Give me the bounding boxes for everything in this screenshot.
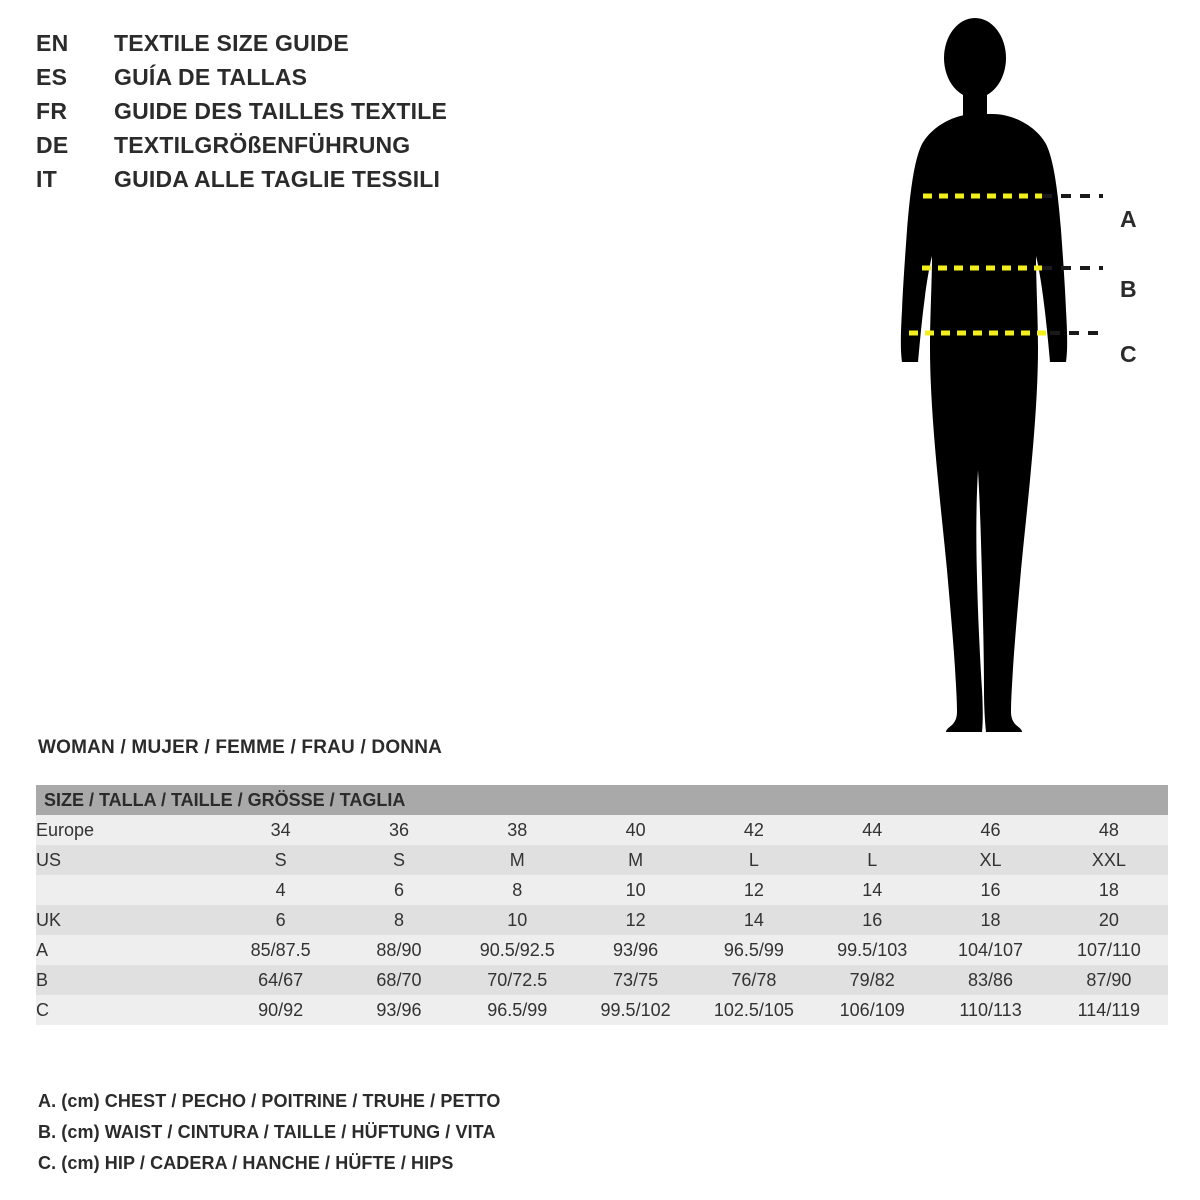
table-cell: 18: [1050, 875, 1168, 905]
footnote-hip: C. (cm) HIP / CADERA / HANCHE / HÜFTE / HIPS: [38, 1153, 454, 1173]
body-figure: [860, 18, 1190, 738]
size-table: [36, 785, 1168, 1025]
table-cell: 8: [458, 875, 576, 905]
table-row: [36, 905, 1168, 935]
table-header-row: [36, 785, 1168, 815]
title-row: [36, 98, 556, 132]
title-row: [36, 166, 556, 200]
female-silhouette-icon: [860, 18, 1190, 738]
title-text: GUIDE DES TAILLES TEXTILE: [114, 98, 447, 124]
table-cell: 10: [576, 875, 694, 905]
table-row: [36, 845, 1168, 875]
table-cell: 90/92: [221, 995, 339, 1025]
row-label: US: [36, 845, 221, 875]
footnote-chest: A. (cm) CHEST / PECHO / POITRINE / TRUHE / PETTO: [38, 1091, 501, 1111]
table-cell: 90.5/92.5: [458, 935, 576, 965]
section-heading: WOMAN / MUJER / FEMME / FRAU / DONNA: [38, 737, 443, 758]
table-cell: 88/90: [340, 935, 458, 965]
row-label: UK: [36, 905, 221, 935]
table-cell: 110/113: [931, 995, 1049, 1025]
table-cell: S: [340, 845, 458, 875]
table-cell: 4: [221, 875, 339, 905]
table-cell: 46: [931, 815, 1049, 845]
table-row: [36, 965, 1168, 995]
measure-label-c: C: [1120, 341, 1137, 367]
table-cell: 12: [695, 875, 813, 905]
table-cell: 93/96: [576, 935, 694, 965]
table-cell: 42: [695, 815, 813, 845]
table-cell: 68/70: [340, 965, 458, 995]
title-lang-code: EN: [36, 30, 69, 56]
title-lang-code: FR: [36, 98, 68, 124]
table-cell: 106/109: [813, 995, 931, 1025]
row-label: B: [36, 965, 221, 995]
title-lang-code: IT: [36, 166, 58, 192]
table-cell: M: [458, 845, 576, 875]
table-cell: 20: [1050, 905, 1168, 935]
table-cell: 76/78: [695, 965, 813, 995]
table-row: [36, 935, 1168, 965]
table-cell: 18: [931, 905, 1049, 935]
table-cell: S: [221, 845, 339, 875]
title-block: [36, 30, 556, 200]
title-text: GUIDA ALLE TAGLIE TESSILI: [114, 166, 441, 192]
table-row: [36, 815, 1168, 845]
table-cell: 34: [221, 815, 339, 845]
row-label: [36, 875, 221, 905]
table-cell: 83/86: [931, 965, 1049, 995]
measure-label-a: A: [1120, 206, 1137, 232]
table-cell: 107/110: [1050, 935, 1168, 965]
table-cell: XXL: [1050, 845, 1168, 875]
table-row: [36, 995, 1168, 1025]
table-cell: 8: [340, 905, 458, 935]
table-cell: L: [813, 845, 931, 875]
footnotes: [38, 1092, 738, 1185]
table-cell: 104/107: [931, 935, 1049, 965]
title-lang-code: DE: [36, 132, 69, 158]
table-cell: 6: [340, 875, 458, 905]
table-cell: 16: [931, 875, 1049, 905]
footnote-waist: B. (cm) WAIST / CINTURA / TAILLE / HÜFTUNG / VITA: [38, 1122, 496, 1142]
table-cell: 99.5/103: [813, 935, 931, 965]
table-cell: L: [695, 845, 813, 875]
table-cell: 48: [1050, 815, 1168, 845]
title-lang-code: ES: [36, 64, 68, 90]
table-cell: 93/96: [340, 995, 458, 1025]
table-row: [36, 875, 1168, 905]
title-text: GUÍA DE TALLAS: [114, 64, 308, 90]
title-text: TEXTILE SIZE GUIDE: [114, 30, 349, 56]
table-cell: 12: [576, 905, 694, 935]
table-cell: 40: [576, 815, 694, 845]
table-cell: 44: [813, 815, 931, 845]
table-cell: 85/87.5: [221, 935, 339, 965]
table-cell: 16: [813, 905, 931, 935]
table-cell: 79/82: [813, 965, 931, 995]
table-cell: 114/119: [1050, 995, 1168, 1025]
table-cell: XL: [931, 845, 1049, 875]
table-cell: 38: [458, 815, 576, 845]
table-cell: 96.5/99: [695, 935, 813, 965]
table-cell: 99.5/102: [576, 995, 694, 1025]
row-label: C: [36, 995, 221, 1025]
table-cell: 73/75: [576, 965, 694, 995]
table-header-label: SIZE / TALLA / TAILLE / GRÖSSE / TAGLIA: [36, 785, 1168, 815]
table-cell: 70/72.5: [458, 965, 576, 995]
table-cell: 96.5/99: [458, 995, 576, 1025]
title-row: [36, 132, 556, 166]
table-cell: M: [576, 845, 694, 875]
title-row: [36, 64, 556, 98]
table-cell: 64/67: [221, 965, 339, 995]
table-cell: 6: [221, 905, 339, 935]
table-cell: 10: [458, 905, 576, 935]
title-row: [36, 30, 556, 64]
table-cell: 14: [695, 905, 813, 935]
title-text: TEXTILGRÖßENFÜHRUNG: [114, 132, 411, 158]
table-cell: 14: [813, 875, 931, 905]
table-cell: 102.5/105: [695, 995, 813, 1025]
row-label: A: [36, 935, 221, 965]
row-label: Europe: [36, 815, 221, 845]
table-cell: 36: [340, 815, 458, 845]
measure-label-b: B: [1120, 276, 1137, 302]
table-cell: 87/90: [1050, 965, 1168, 995]
